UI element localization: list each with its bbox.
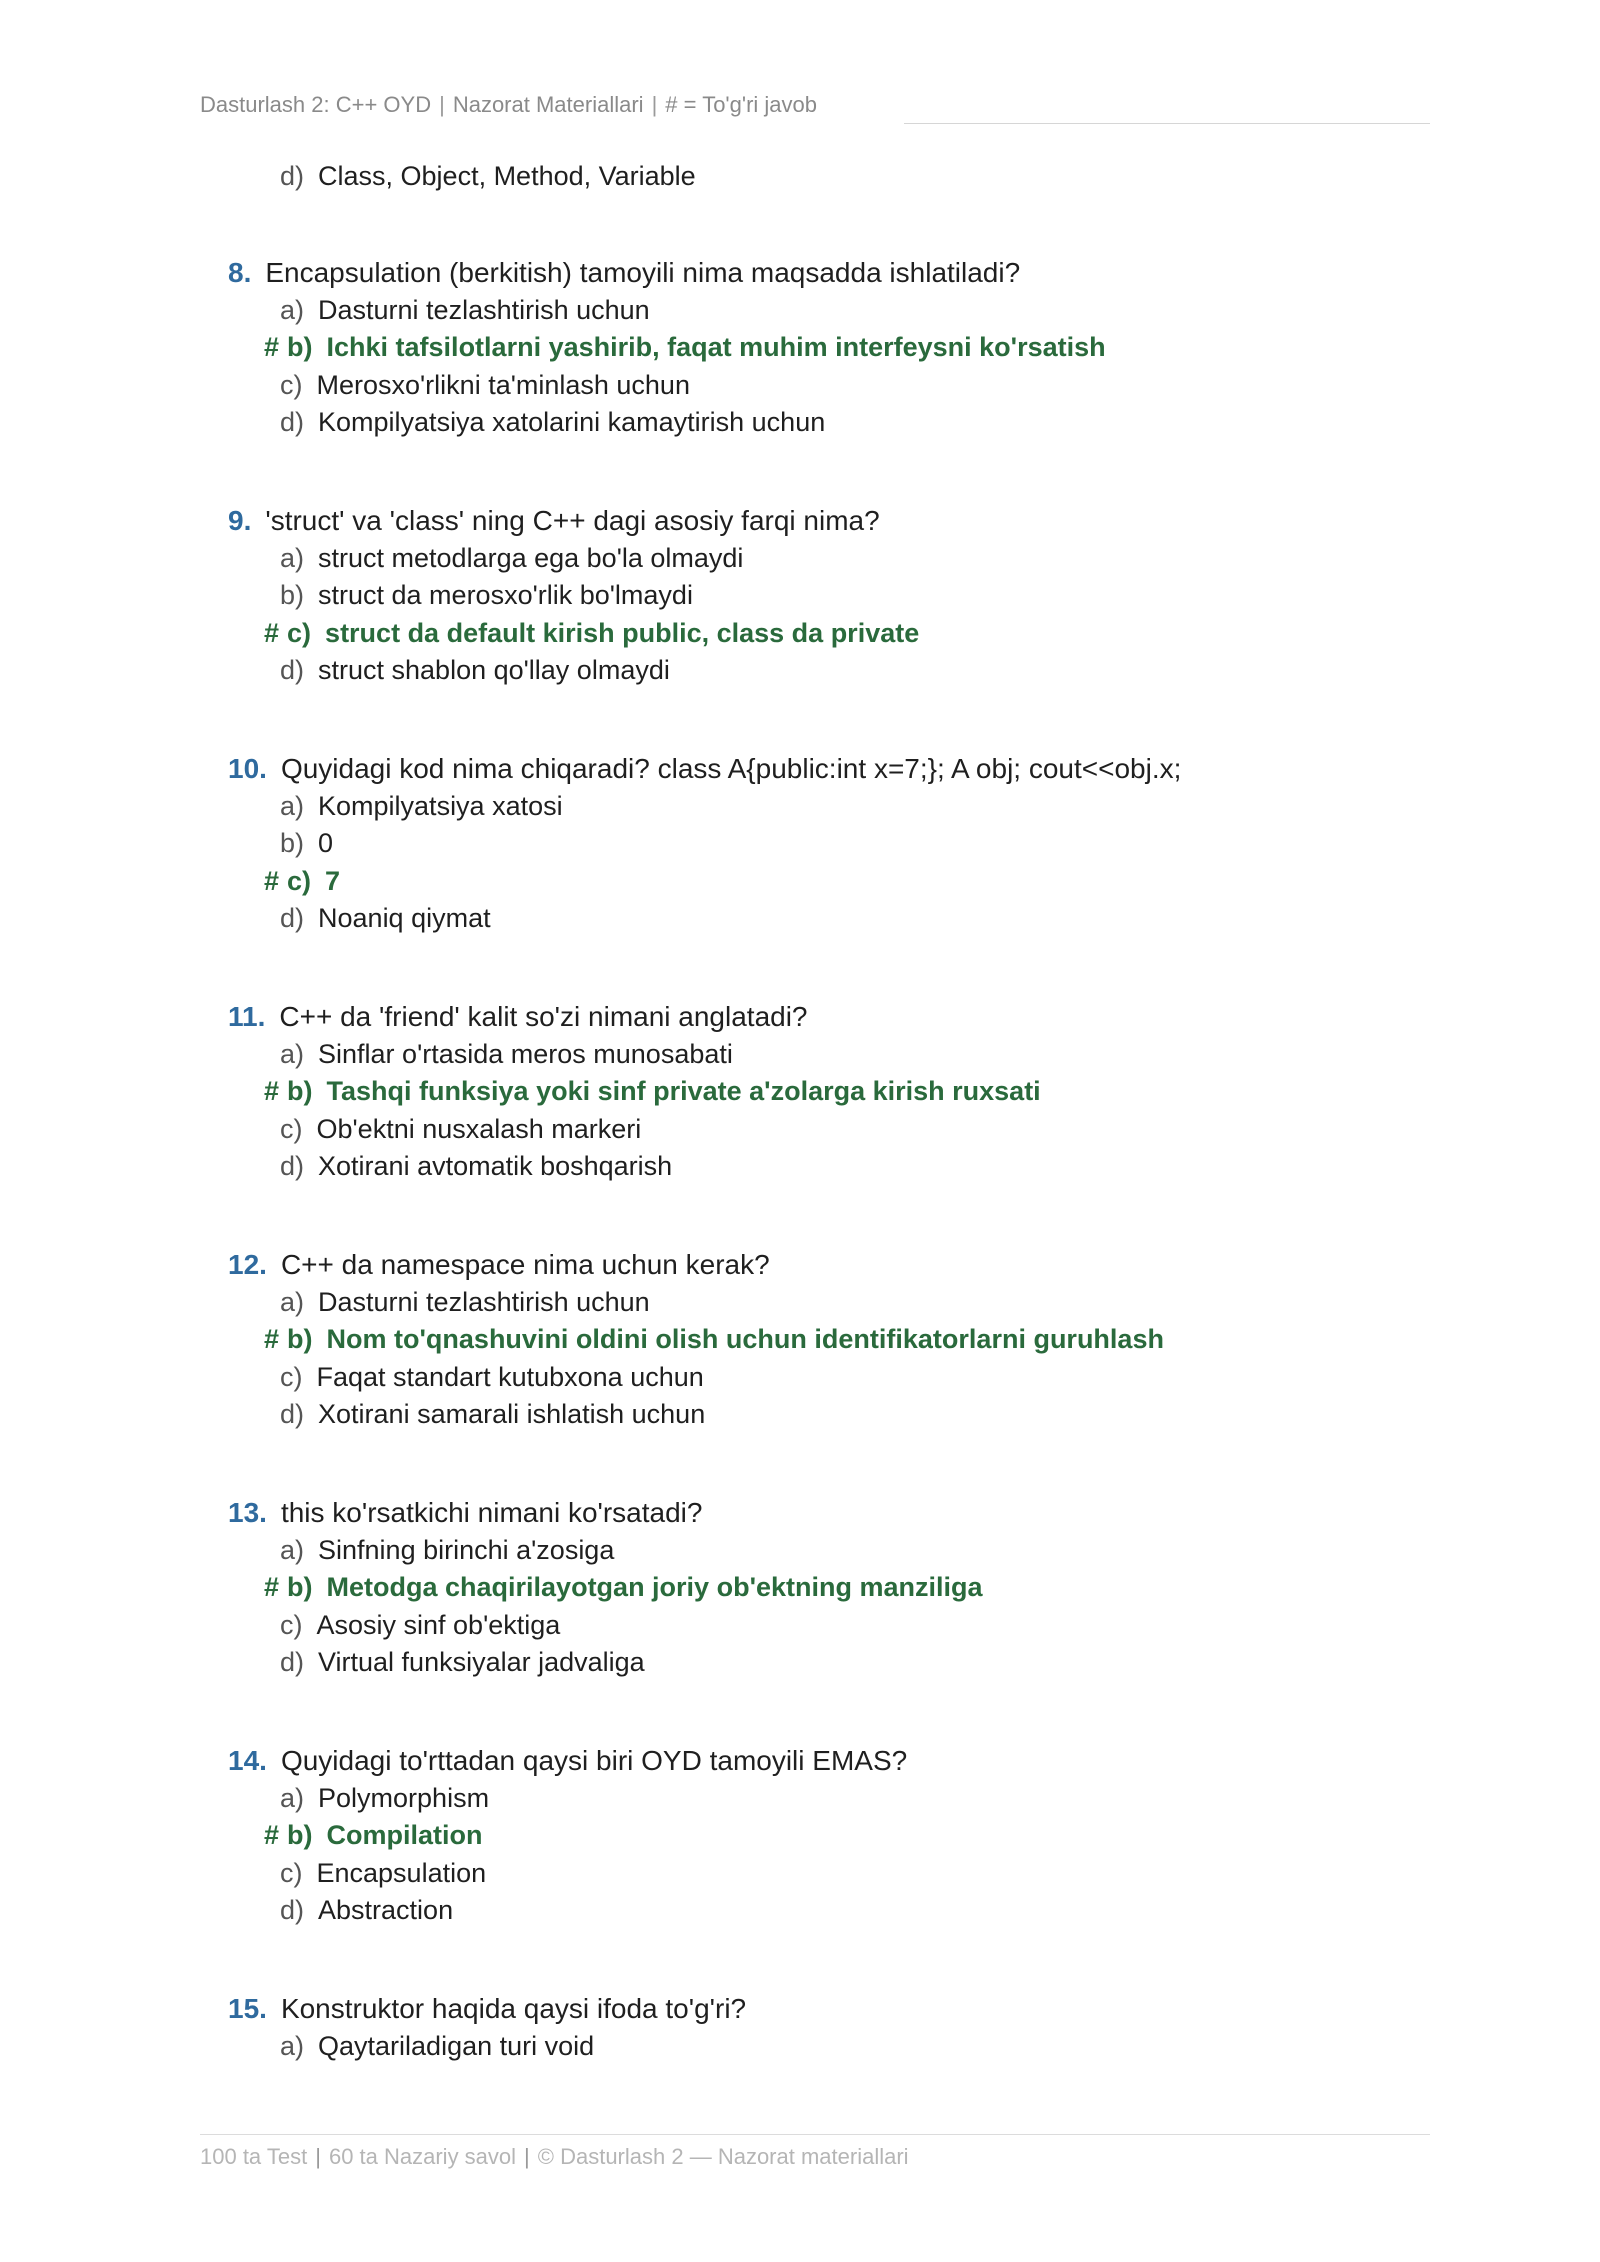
header-legend: # = To'g'ri javob — [665, 92, 817, 117]
option-text: Abstraction — [318, 1894, 454, 1925]
question-text: this ko'rsatkichi nimani ko'rsatadi? — [280, 1497, 703, 1528]
correct-answer-option — [264, 1073, 1041, 1109]
option-letter: d) — [280, 406, 305, 437]
option-text: Dasturni tezlashtirish uchun — [318, 295, 650, 325]
option-text: Compilation — [326, 1820, 483, 1851]
correct-mark: # — [264, 1324, 280, 1355]
option-text: struct da default kirish public, class da private — [325, 617, 920, 648]
option-text: Tashqi funksiya yoki sinf private a'zolarga kirish ruxsati — [326, 1076, 1041, 1107]
question-number: 12. — [228, 1249, 267, 1280]
question-text: C++ da namespace nima uchun kerak? — [280, 1249, 770, 1280]
option-letter: c) — [280, 1361, 303, 1392]
header-section: Nazorat Materiallari — [452, 92, 644, 117]
question-text: C++ da 'friend' kalit so'zi nimani anglatadi? — [279, 1001, 808, 1032]
answer-option — [280, 1780, 489, 1816]
question-number: 8. — [228, 257, 252, 288]
question-number: 14. — [228, 1745, 267, 1776]
correct-mark: # — [264, 332, 280, 363]
correct-answer-option — [264, 329, 1106, 365]
question-14 — [228, 1743, 907, 1779]
option-text: Polymorphism — [318, 1783, 490, 1813]
answer-option — [280, 1892, 453, 1928]
option-text: Xotirani samarali ishlatish uchun — [318, 1398, 706, 1429]
option-text: Asosiy sinf ob'ektiga — [316, 1609, 561, 1640]
option-letter: d) — [280, 161, 305, 191]
list-item — [280, 158, 696, 194]
question-text: 'struct' va 'class' ning C++ dagi asosiy farqi nima? — [265, 505, 880, 536]
option-text: struct da merosxo'rlik bo'lmaydi — [318, 580, 693, 611]
footer-separator: | — [315, 2144, 321, 2169]
option-letter: b) — [280, 828, 305, 859]
question-12 — [228, 1247, 770, 1283]
answer-option — [280, 292, 650, 328]
correct-mark: # — [264, 865, 280, 896]
correct-answer-option — [264, 1321, 1164, 1357]
question-13 — [228, 1495, 702, 1531]
option-text: Noaniq qiymat — [318, 902, 491, 933]
option-text: Ob'ektni nusxalash markeri — [316, 1113, 642, 1144]
option-text: Merosxo'rlikni ta'minlash uchun — [316, 369, 690, 400]
option-letter: c) — [280, 1857, 303, 1888]
option-text: Dasturni tezlashtirish uchun — [318, 1287, 650, 1317]
correct-mark: # — [264, 617, 280, 648]
header-separator: | — [439, 92, 445, 117]
correct-answer-option — [264, 1817, 483, 1853]
option-text: struct shablon qo'llay olmaydi — [318, 654, 670, 685]
question-10 — [228, 751, 1181, 787]
answer-option — [280, 404, 825, 440]
question-number: 10. — [228, 753, 267, 784]
correct-answer-option — [264, 1569, 983, 1605]
option-letter: b) — [287, 332, 313, 363]
option-text: 7 — [325, 865, 341, 896]
question-number: 9. — [228, 505, 252, 536]
option-letter: b) — [287, 1572, 313, 1603]
answer-option — [280, 1036, 733, 1072]
option-letter: d) — [280, 654, 305, 685]
question-9 — [228, 503, 880, 539]
question-11 — [228, 999, 808, 1035]
correct-answer-option — [264, 615, 919, 651]
question-number: 15. — [228, 1993, 267, 2024]
question-text: Encapsulation (berkitish) tamoyili nima maqsadda ishlatiladi? — [265, 257, 1021, 288]
page-header — [200, 92, 1430, 126]
answer-option — [280, 367, 690, 403]
answer-option — [280, 1532, 614, 1568]
option-letter: b) — [287, 1324, 313, 1355]
option-text: Sinflar o'rtasida meros munosabati — [318, 1039, 733, 1069]
question-text: Konstruktor haqida qaysi ifoda to'g'ri? — [280, 1993, 747, 2024]
footer-copyright: © Dasturlash 2 — Nazorat materiallari — [537, 2144, 909, 2169]
option-text: Faqat standart kutubxona uchun — [316, 1361, 704, 1392]
answer-option — [280, 540, 743, 576]
answer-option — [280, 825, 333, 861]
option-letter: c) — [287, 865, 312, 896]
option-text: Qaytariladigan turi void — [318, 2031, 595, 2061]
footer-tests: 100 ta Test — [200, 2144, 308, 2169]
answer-option — [280, 1359, 704, 1395]
correct-mark: # — [264, 1572, 280, 1603]
header-separator: | — [651, 92, 658, 117]
option-letter: b) — [280, 580, 305, 611]
answer-option — [280, 652, 670, 688]
option-letter: b) — [287, 1820, 313, 1851]
option-letter: a) — [280, 1783, 305, 1813]
answer-option — [280, 1148, 672, 1184]
option-letter: b) — [287, 1076, 313, 1107]
option-letter: d) — [280, 1894, 305, 1925]
question-8 — [228, 255, 1020, 291]
option-text: Sinfning birinchi a'zosiga — [318, 1535, 615, 1565]
footer-separator: | — [524, 2144, 530, 2169]
footer-rule — [200, 2134, 1430, 2135]
answer-option — [280, 900, 491, 936]
option-text: Encapsulation — [316, 1857, 487, 1888]
correct-answer-option — [264, 863, 340, 899]
option-letter: c) — [287, 617, 312, 648]
option-text: Ichki tafsilotlarni yashirib, faqat muhim interfeysni ko'rsatish — [326, 332, 1106, 363]
question-text: Quyidagi kod nima chiqaradi? class A{public:int x=7;}; A obj; cout<<obj.x; — [280, 753, 1182, 784]
answer-option — [280, 577, 693, 613]
option-letter: a) — [280, 1039, 305, 1069]
option-letter: a) — [280, 1535, 305, 1565]
answer-option — [280, 2028, 594, 2064]
option-letter: a) — [280, 2031, 305, 2061]
option-text: Nom to'qnashuvini oldini olish uchun identifikatorlarni guruhlash — [326, 1324, 1164, 1355]
option-letter: c) — [280, 1113, 303, 1144]
option-letter: d) — [280, 902, 305, 933]
answer-option — [280, 788, 563, 824]
option-text: Class, Object, Method, Variable — [318, 161, 696, 191]
option-letter: a) — [280, 295, 305, 325]
option-text: struct metodlarga ega bo'la olmaydi — [318, 543, 744, 573]
header-course: Dasturlash 2: C++ OYD — [200, 92, 432, 117]
header-rule — [904, 123, 1430, 124]
answer-option — [280, 1284, 650, 1320]
option-text: Kompilyatsiya xatosi — [318, 791, 563, 821]
option-letter: c) — [280, 369, 303, 400]
question-number: 13. — [228, 1497, 267, 1528]
option-letter: c) — [280, 1609, 303, 1640]
option-letter: a) — [280, 1287, 305, 1317]
option-letter: d) — [280, 1398, 305, 1429]
option-letter: d) — [280, 1150, 305, 1181]
answer-option — [280, 1607, 560, 1643]
option-letter: a) — [280, 543, 305, 573]
option-letter: a) — [280, 791, 305, 821]
correct-mark: # — [264, 1076, 280, 1107]
correct-mark: # — [264, 1820, 280, 1851]
option-text: Metodga chaqirilayotgan joriy ob'ektning manziliga — [326, 1572, 983, 1603]
option-text: Xotirani avtomatik boshqarish — [318, 1150, 673, 1181]
page-footer — [200, 2144, 909, 2170]
answer-option — [280, 1644, 645, 1680]
option-text: Kompilyatsiya xatolarini kamaytirish uchun — [318, 406, 826, 437]
option-text: Virtual funksiyalar jadvaliga — [318, 1646, 645, 1677]
option-letter: d) — [280, 1646, 305, 1677]
question-number: 11. — [228, 1001, 266, 1032]
question-text: Quyidagi to'rttadan qaysi biri OYD tamoyili EMAS? — [280, 1745, 908, 1776]
footer-theory: 60 ta Nazariy savol — [328, 2144, 517, 2169]
answer-option — [280, 1396, 705, 1432]
question-15 — [228, 1991, 746, 2027]
answer-option — [280, 1111, 641, 1147]
option-text: 0 — [318, 828, 334, 859]
answer-option — [280, 1855, 486, 1891]
